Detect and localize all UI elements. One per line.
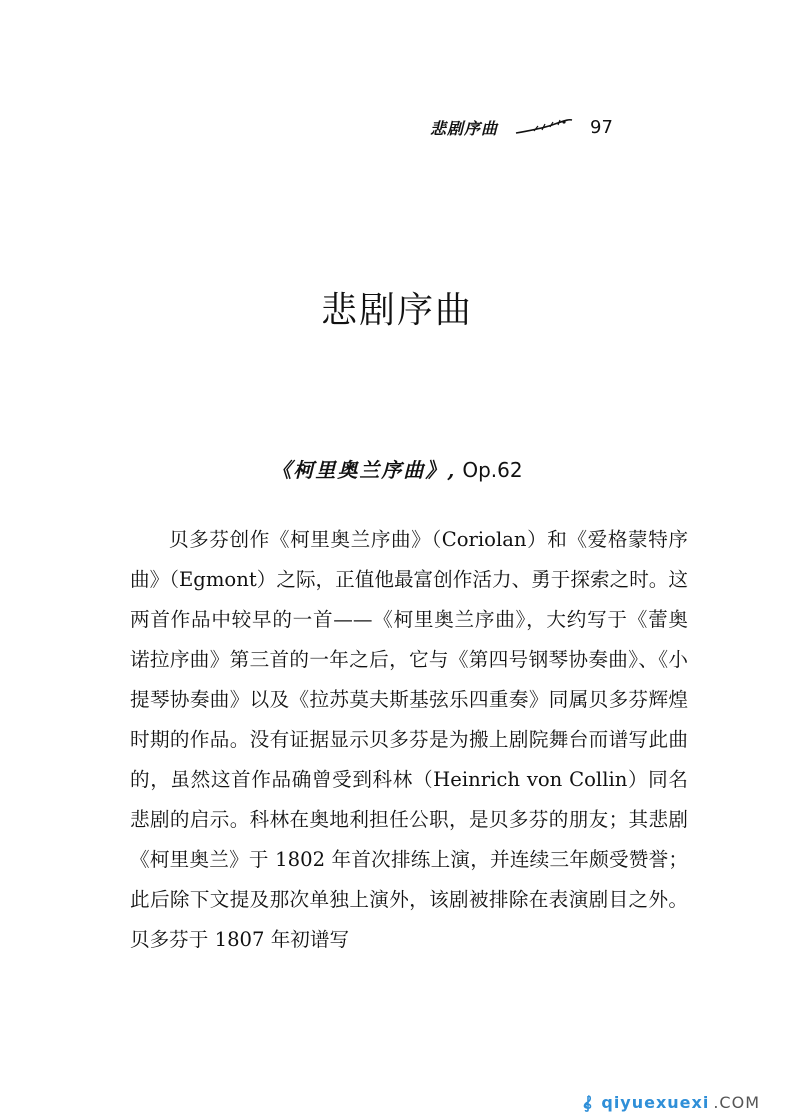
site-watermark — [579, 1093, 760, 1112]
body-paragraph: 贝多芬创作《柯里奥兰序曲》（Coriolan）和《爱格蒙特序曲》（Egmont）之际，正值他最富创作活力、勇于探索之时。这两首作品中较早的一首——《柯里奥兰序曲》，大约写于《蕾奥诺拉序曲》第三首的一年之后，它与《第四号钢琴协奏曲》、《小提琴协奏曲》以及《拉苏莫夫斯基弦乐四重奏》同属贝多芬辉煌时期的作品。没有证据显示贝多芬是为搬上剧院舞台而谱写此曲的，虽然这首作品确曾受到科林（Heinrich von Collin）同名悲剧的启示。科林在奥地利担任公职，是贝多芬的朋友；其悲剧《柯里奥兰》于 1802 年首次排练上演，并连续三年颇受赞誉；此后除下文提及那次单独上演外，该剧被排除在表演剧目之外。贝多芬于 1807 年初谱写 — [130, 528, 688, 951]
watermark-domain: qiyuexuexi — [601, 1093, 710, 1112]
page-number: 97 — [590, 116, 613, 138]
opus-number: Op.62 — [462, 458, 523, 482]
watermark-tld: .COM — [713, 1093, 760, 1112]
scroll-flourish-icon — [514, 117, 574, 137]
running-title: 悲剧序曲 — [430, 118, 499, 138]
section-heading — [0, 454, 794, 483]
section-title: 《柯里奥兰序曲》, — [271, 458, 457, 482]
treble-clef-icon — [579, 1094, 597, 1112]
running-header — [430, 110, 670, 144]
chapter-title: 悲剧序曲 — [320, 290, 473, 331]
